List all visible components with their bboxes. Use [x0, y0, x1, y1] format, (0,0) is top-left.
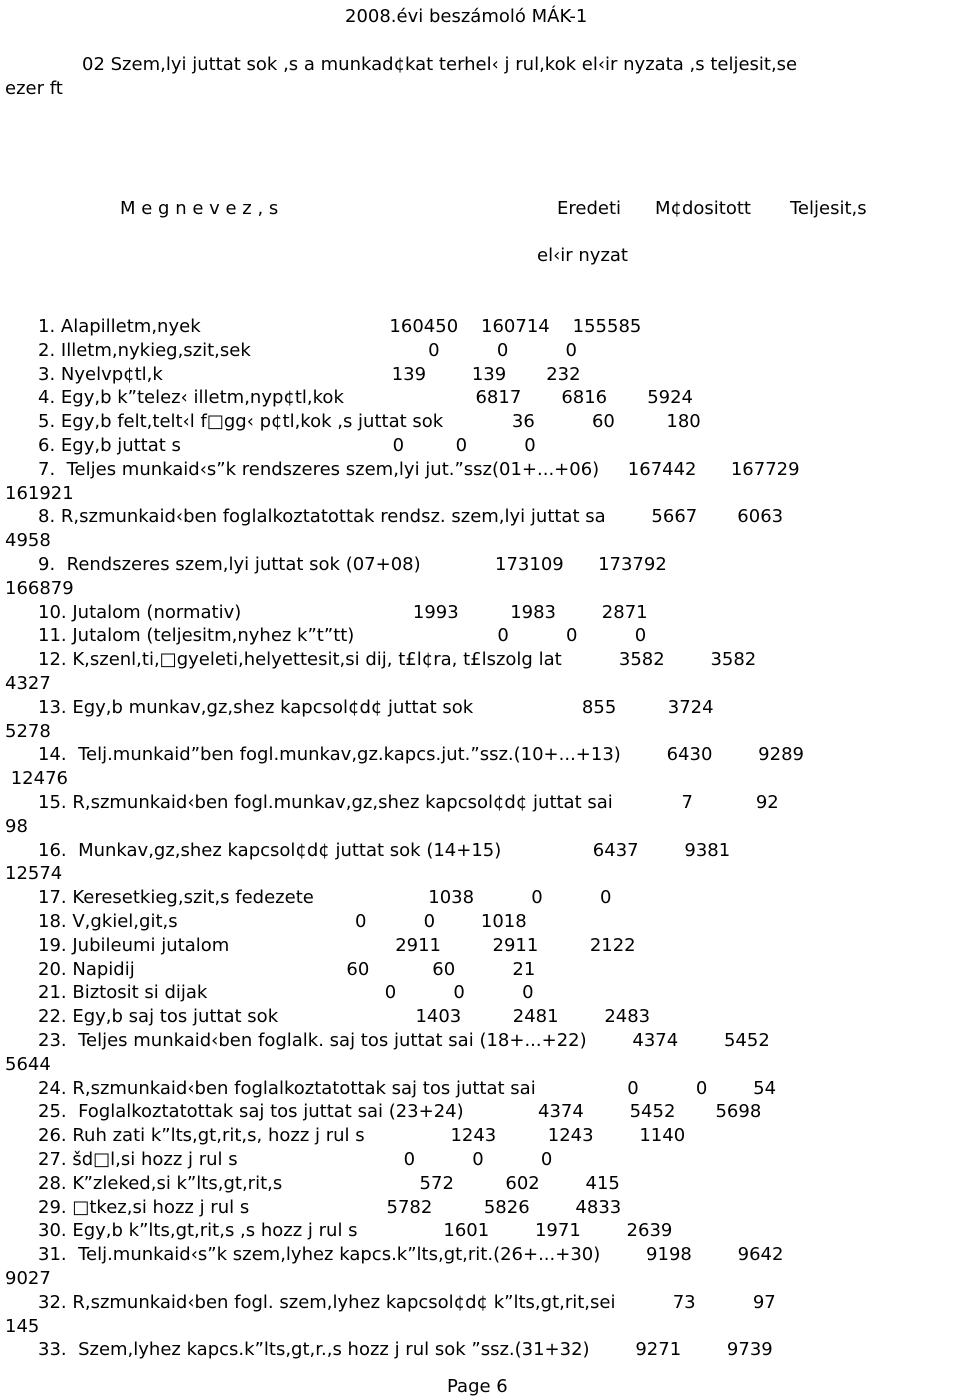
document-title: 2008.évi beszámoló MÁK-1: [345, 6, 588, 27]
table-row: 22. Egy,b saj tos juttat sok 1403 2481 2483: [38, 1006, 651, 1027]
table-row: 10. Jutalom (normativ) 1993 1983 2871: [38, 602, 648, 623]
table-row: 18. V,gkiel,git,s 0 0 1018: [38, 911, 527, 932]
row-continuation: 12574: [5, 863, 63, 884]
table-row: 30. Egy,b k”lts,gt,rit,s ,s hozz j rul s 1601 1971 2639: [38, 1220, 673, 1241]
table-row: 15. R,szmunkaid‹ben fogl.munkav,gz,shez kapcsol¢d¢ juttat sai 7 92: [38, 792, 779, 813]
table-row: 5. Egy,b felt,telt‹l f□gg‹ p¢tl,kok ,s juttat sok 36 60 180: [38, 411, 701, 432]
table-row: 25. Foglalkoztatottak saj tos juttat sai (23+24) 4374 5452 5698: [38, 1101, 762, 1122]
row-continuation: 145: [5, 1316, 40, 1337]
column-header-original-line2: el‹ir nyzat: [537, 245, 628, 266]
table-row: 7. Teljes munkaid‹s”k rendszeres szem,lyi jut.”ssz(01+...+06) 167442 167729: [38, 459, 800, 480]
column-header-original: Eredeti: [557, 198, 622, 219]
table-row: 23. Teljes munkaid‹ben foglalk. saj tos juttat sai (18+...+22) 4374 5452: [38, 1030, 770, 1051]
row-continuation: 12476: [5, 768, 68, 789]
table-row: 28. K”zleked,si k”lts,gt,rit,s 572 602 415: [38, 1173, 620, 1194]
row-continuation: 4327: [5, 673, 51, 694]
table-row: 33. Szem,lyhez kapcs.k”lts,gt,r.,s hozz j rul sok ”ssz.(31+32) 9271 9739: [38, 1339, 773, 1360]
table-row: 21. Biztosit si dijak 0 0 0: [38, 982, 534, 1003]
row-continuation: 5278: [5, 721, 51, 742]
table-row: 14. Telj.munkaid”ben fogl.munkav,gz.kapcs.jut.”ssz.(10+...+13) 6430 9289: [38, 744, 804, 765]
table-row: 17. Keresetkieg,szit,s fedezete 1038 0 0: [38, 887, 612, 908]
table-row: 3. Nyelvp¢tl,k 139 139 232: [38, 364, 581, 385]
unit-label: ezer ft: [5, 78, 63, 99]
table-row: 8. R,szmunkaid‹ben foglalkoztatottak rendsz. szem,lyi juttat sa 5667 6063: [38, 506, 784, 527]
column-header-modified: M¢dositott: [655, 198, 751, 219]
table-row: 31. Telj.munkaid‹s”k szem,lyhez kapcs.k”lts,gt,rit.(26+...+30) 9198 9642: [38, 1244, 784, 1265]
row-continuation: 98: [5, 816, 28, 837]
table-row: 29. □tkez,si hozz j rul s 5782 5826 4833: [38, 1197, 622, 1218]
row-continuation: 4958: [5, 530, 51, 551]
row-continuation: 161921: [5, 483, 74, 504]
row-continuation: 166879: [5, 578, 74, 599]
table-row: 1. Alapilletm,nyek 160450 160714 155585: [38, 316, 642, 337]
table-row: 2. Illetm,nykieg,szit,sek 0 0 0: [38, 340, 577, 361]
table-row: 6. Egy,b juttat s 0 0 0: [38, 435, 536, 456]
table-row: 32. R,szmunkaid‹ben fogl. szem,lyhez kapcsol¢d¢ k”lts,gt,rit,sei 73 97: [38, 1292, 776, 1313]
table-row: 13. Egy,b munkav,gz,shez kapcsol¢d¢ juttat sok 855 3724: [38, 697, 714, 718]
table-row: 20. Napidij 60 60 21: [38, 959, 536, 980]
table-row: 12. K,szenl,ti,□gyeleti,helyettesit,si dij, t£l¢ra, t£lszolg lat 3582 3582: [38, 649, 757, 670]
column-header-name: M e g n e v e z , s: [120, 198, 279, 219]
row-continuation: 9027: [5, 1268, 51, 1289]
table-row: 24. R,szmunkaid‹ben foglalkoztatottak saj tos juttat sai 0 0 54: [38, 1078, 777, 1099]
table-row: 11. Jutalom (teljesitm,nyhez k”t”tt) 0 0 0: [38, 625, 647, 646]
table-row: 26. Ruh zati k”lts,gt,rit,s, hozz j rul s 1243 1243 1140: [38, 1125, 686, 1146]
section-heading: 02 Szem,lyi juttat sok ,s a munkad¢kat terhel‹ j rul,kok el‹ir nyzata ,s teljesit,se: [82, 54, 798, 75]
row-continuation: 5644: [5, 1054, 51, 1075]
table-row: 16. Munkav,gz,shez kapcsol¢d¢ juttat sok (14+15) 6437 9381: [38, 840, 731, 861]
table-row: 9. Rendszeres szem,lyi juttat sok (07+08) 173109 173792: [38, 554, 667, 575]
table-row: 19. Jubileumi jutalom 2911 2911 2122: [38, 935, 636, 956]
table-row: 4. Egy,b k”telez‹ illetm,nyp¢tl,kok 6817 6816 5924: [38, 387, 693, 408]
page-number: Page 6: [447, 1376, 508, 1397]
column-header-actual: Teljesit,s: [790, 198, 867, 219]
table-row: 27. šd□l,si hozz j rul s 0 0 0: [38, 1149, 553, 1170]
